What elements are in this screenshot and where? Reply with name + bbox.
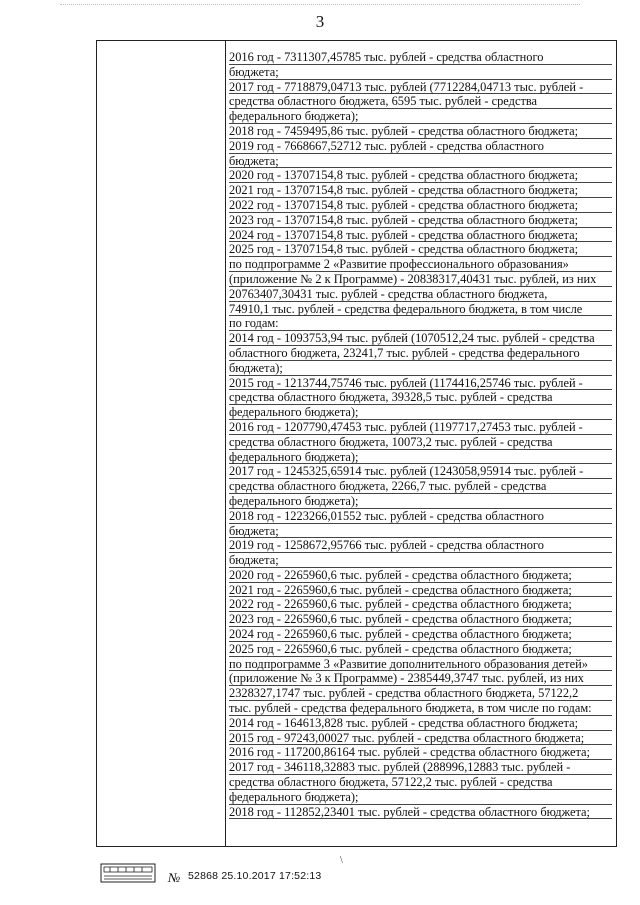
document-registration-stamp: 52868 25.10.2017 17:52:13 (188, 870, 322, 882)
text-line: федерального бюджета); (229, 405, 612, 420)
text-line: по подпрограмме 3 «Развитие дополнительного образования детей» (229, 657, 612, 672)
text-line: средства областного бюджета, 57122,2 тыс. рублей - средства (229, 775, 612, 790)
text-line: 2328327,1747 тыс. рублей - средства областного бюджета, 57122,2 (229, 686, 612, 701)
financing-text-cell (229, 50, 612, 819)
text-line: 2019 год - 7668667,52712 тыс. рублей - средства областного (229, 139, 612, 154)
scan-tick-mark: \ (340, 855, 343, 866)
text-line: 2020 год - 2265960,6 тыс. рублей - средства областного бюджета; (229, 568, 612, 583)
page-number: 3 (315, 12, 325, 31)
text-line: 2015 год - 1213744,75746 тыс. рублей (1174416,25746 тыс. рублей - (229, 376, 612, 391)
text-line: федерального бюджета); (229, 494, 612, 509)
text-line: федерального бюджета); (229, 790, 612, 805)
text-line: 2014 год - 164613,828 тыс. рублей - средства областного бюджета; (229, 716, 612, 731)
registry-stamp-icon (100, 863, 156, 883)
text-line: 2025 год - 2265960,6 тыс. рублей - средства областного бюджета; (229, 642, 612, 657)
text-line: тыс. рублей - средства федерального бюджета, в том числе по годам: (229, 701, 612, 716)
text-line: бюджета; (229, 65, 612, 80)
document-number-mark: № (168, 870, 181, 885)
scan-artifact-line (60, 4, 580, 6)
document-footer (100, 855, 500, 885)
text-line: 2024 год - 13707154,8 тыс. рублей - средства областного бюджета; (229, 228, 612, 243)
text-line: 2020 год - 13707154,8 тыс. рублей - средства областного бюджета; (229, 168, 612, 183)
text-line: 2017 год - 346118,32883 тыс. рублей (288996,12883 тыс. рублей - (229, 760, 612, 775)
text-line: федерального бюджета); (229, 109, 612, 124)
text-line: средства областного бюджета, 39328,5 тыс. рублей - средства (229, 390, 612, 405)
text-line: 2022 год - 2265960,6 тыс. рублей - средства областного бюджета; (229, 597, 612, 612)
column-divider (225, 41, 226, 846)
text-line: 2023 год - 2265960,6 тыс. рублей - средства областного бюджета; (229, 612, 612, 627)
text-line: 2024 год - 2265960,6 тыс. рублей - средства областного бюджета; (229, 627, 612, 642)
text-line: бюджета; (229, 524, 612, 539)
text-line: бюджета; (229, 553, 612, 568)
text-line: 2015 год - 97243,00027 тыс. рублей - средства областного бюджета; (229, 731, 612, 746)
text-line: 2016 год - 1207790,47453 тыс. рублей (1197717,27453 тыс. рублей - (229, 420, 612, 435)
text-line: бюджета); (229, 361, 612, 376)
text-line: бюджета; (229, 154, 612, 169)
text-line: 20763407,30431 тыс. рублей - средства областного бюджета, (229, 287, 612, 302)
text-line: 2017 год - 1245325,65914 тыс. рублей (1243058,95914 тыс. рублей - (229, 464, 612, 479)
text-line: 2021 год - 13707154,8 тыс. рублей - средства областного бюджета; (229, 183, 612, 198)
text-line: 2016 год - 117200,86164 тыс. рублей - средства областного бюджета; (229, 745, 612, 760)
text-line: 2021 год - 2265960,6 тыс. рублей - средства областного бюджета; (229, 583, 612, 598)
text-line: 2016 год - 7311307,45785 тыс. рублей - средства областного (229, 50, 612, 65)
text-line: 2014 год - 1093753,94 тыс. рублей (1070512,24 тыс. рублей - средства (229, 331, 612, 346)
text-line: 74910,1 тыс. рублей - средства федерального бюджета, в том числе (229, 302, 612, 317)
text-line: средства областного бюджета, 6595 тыс. рублей - средства (229, 94, 612, 109)
text-line: 2019 год - 1258672,95766 тыс. рублей - средства областного (229, 538, 612, 553)
text-line: федерального бюджета); (229, 450, 612, 465)
text-line: 2022 год - 13707154,8 тыс. рублей - средства областного бюджета; (229, 198, 612, 213)
text-line: средства областного бюджета, 2266,7 тыс. рублей - средства (229, 479, 612, 494)
text-line: (приложение № 3 к Программе) - 2385449,3747 тыс. рублей, из них (229, 671, 612, 686)
text-line: (приложение № 2 к Программе) - 20838317,40431 тыс. рублей, из них (229, 272, 612, 287)
text-line: по годам: (229, 316, 612, 331)
text-line: 2018 год - 1223266,01552 тыс. рублей - средства областного (229, 509, 612, 524)
text-line: по подпрограмме 2 «Развитие профессионального образования» (229, 257, 612, 272)
text-line: областного бюджета, 23241,7 тыс. рублей - средства федерального (229, 346, 612, 361)
text-line: 2018 год - 112852,23401 тыс. рублей - средства областного бюджета; (229, 805, 612, 820)
text-line: 2025 год - 13707154,8 тыс. рублей - средства областного бюджета; (229, 242, 612, 257)
text-line: 2017 год - 7718879,04713 тыс. рублей (7712284,04713 тыс. рублей - (229, 80, 612, 95)
text-line: 2018 год - 7459495,86 тыс. рублей - средства областного бюджета; (229, 124, 612, 139)
text-line: средства областного бюджета, 10073,2 тыс. рублей - средства (229, 435, 612, 450)
table-frame (96, 40, 617, 847)
text-line: 2023 год - 13707154,8 тыс. рублей - средства областного бюджета; (229, 213, 612, 228)
